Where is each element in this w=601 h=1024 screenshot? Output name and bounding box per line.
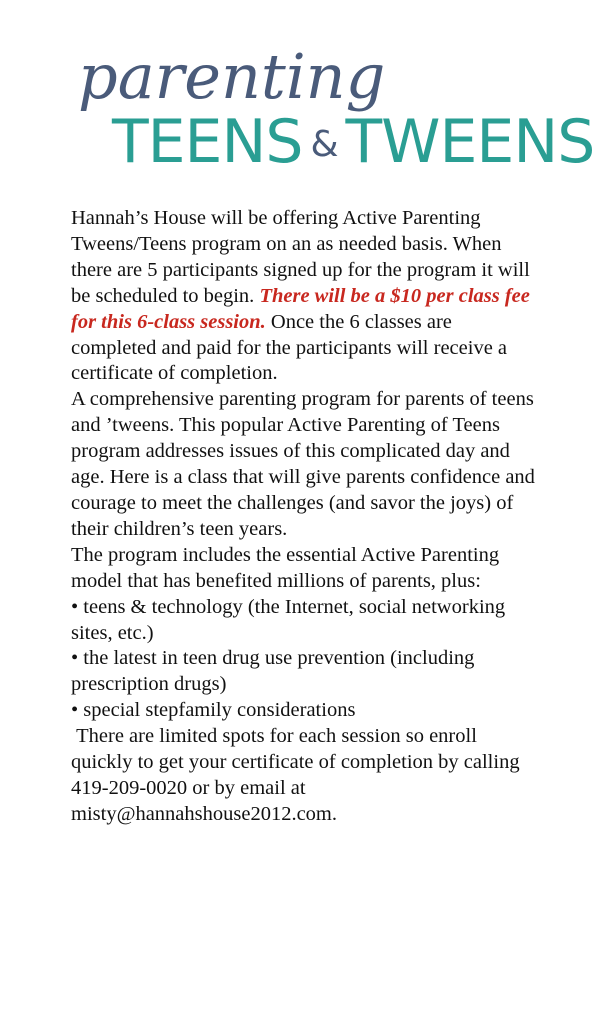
bullet-item: • teens & technology (the Internet, social networking sites, etc.) [71,595,506,644]
logo-script-word: parenting [78,40,386,113]
logo-word-tweens: TWEENS [345,107,595,177]
program-intro-paragraph: The program includes the essential Active Parenting model that has benefited millions of parents, plus: [71,543,500,592]
parenting-teens-tweens-logo [70,40,595,177]
logo-tagline [112,107,595,177]
intro-text: Hannah’s House will be offering Active Parenting Tweens/Teens program on an as needed basis. When there are 5 participants signed up for the program it will be scheduled to begin. [71,207,530,307]
intro-paragraph [71,206,541,387]
bullet-item: • the latest in teen drug use prevention (including prescription drugs) [71,647,475,696]
bullet-item: • special stepfamily considerations [71,699,356,722]
closing-paragraph: There are limited spots for each session so enroll quickly to get your certificate of completion by calling 419-209-0020 or by email at misty@hannahshouse2012.com. [71,725,525,825]
logo-ampersand: & [310,124,338,165]
fee-highlight: There will be a $10 per class fee for this 6-class session. [71,284,530,333]
logo-word-teens: TEENS [112,107,303,177]
intro-text-after: Once the 6 classes are completed and paid for the participants will receive a certificate of completion. [71,310,508,385]
flyer-body [71,206,541,828]
description-paragraph: A comprehensive parenting program for parents of teens and ’tweens. This popular Active Parenting of Teens program addresses issues of this complicated day and age. Here is a class that will give parents confidence and courage to meet the challenges (and savor the joys) of their children’s teen years. [71,388,535,540]
